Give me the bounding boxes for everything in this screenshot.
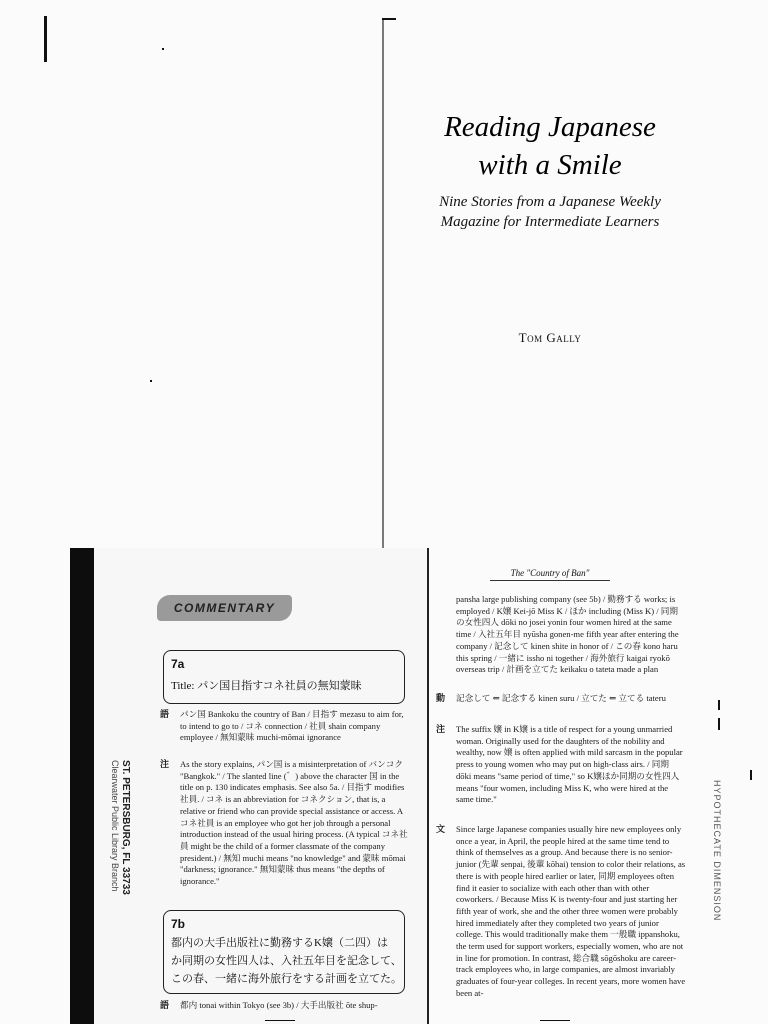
library-stamp <box>100 760 130 920</box>
note-tag: 注 <box>160 759 170 769</box>
vocab-continuation-text: pansha large publishing company (see 5b) / 勤務する works; is employed / K嬢 Kei-jō Miss K / ほか including (Miss K) / 同期の女性四人 dōki no josei yonin four women hired at the same time / 入社五年目 nyūsha gonen-me fifth year after entering the company / 記念して kinen shite in honor of / この春 kono haru this spring / 一緒に issho ni together / 海外旅行 kaigai ryokō overseas trip / 計画を立てた keikaku o tateta made a plan <box>456 594 679 675</box>
verb-entry <box>436 693 686 705</box>
section-text-7a: Title: パン国目指すコネ社員の無知蒙昧 <box>171 680 362 692</box>
corner-mark-horizontal <box>382 18 396 20</box>
vocab-entry-7b <box>160 1000 408 1012</box>
note-text-right: The suffix 嬢 in K嬢 is a title of respect for a young unmarried woman. Originally used for the daughters of the nobility and wealthy, now 嬢 is often applied with mild sarcasm in the popular press to young women who may put on high-class airs. / 同期 dōki means "same period of time," so K嬢ほか同期の女性四人 means "four women, including Miss K, who were hired at the same time." <box>456 724 683 805</box>
vocab-text: パン国 Bankoku the country of Ban / 目指す mezasu to aim for, to intend to go to / コネ connection / 社員 shain company employee / 無知蒙昧 muchi-mōmai ignorance <box>180 709 404 743</box>
margin-stamp-text: HYPOTHECATE DIMENSION <box>712 780 722 922</box>
scan-mark-left <box>44 16 47 62</box>
vocab-entry-7a <box>160 709 408 744</box>
scan-mark-dot-2 <box>150 380 152 382</box>
subtitle-line-2: Magazine for Intermediate Learners <box>440 214 660 230</box>
library-stamp-city: ST. PETERSBURG, FL 33733 <box>120 760 131 895</box>
subtitle-line-1: Nine Stories from a Japanese Weekly <box>439 194 661 210</box>
section-label-7a: 7a <box>171 657 185 671</box>
verb-text: 記念して ⇐ 記念する kinen suru / 立てた ⇐ 立てる tateru <box>456 693 666 703</box>
note-entry-7a <box>160 759 408 888</box>
book-subtitle <box>420 192 680 232</box>
culture-entry <box>436 824 686 1000</box>
commentary-banner: COMMENTARY <box>157 595 292 621</box>
section-text-7b-line3: この春、一緒に海外旅行をする計画を立てた。 <box>171 973 402 985</box>
vocab-tag-7b: 語 <box>160 1000 170 1010</box>
section-text-7b-line2: か同期の女性四人は、入社五年目を記念して、 <box>171 955 402 967</box>
scan-mark-right-1 <box>718 700 720 710</box>
running-head: The "Country of Ban" <box>490 568 610 581</box>
vocab-continuation <box>456 594 686 676</box>
footer-rule <box>265 1020 295 1021</box>
book-title <box>410 108 690 184</box>
scan-mark-dot <box>162 48 164 50</box>
book-gutter <box>427 548 429 1024</box>
section-text-7b-line1: 都内の大手出版社に勤務するK嬢（二四）は <box>171 937 388 949</box>
title-line-1: Reading Japanese <box>444 111 656 143</box>
book-author: Tom Gally <box>518 330 582 345</box>
corner-mark-vertical <box>382 18 384 548</box>
scan-mark-right-3 <box>750 770 752 780</box>
culture-text: Since large Japanese companies usually hire new employees only once a year, in April, the people hired at the same time tend to think of themselves as a group. And because there is no senior-junior (先輩 senpai, 後輩 kōhai) tension to color their relations, as there is with people hired earlier or later, 同期 employees often find it easier to socialize with each other than with other coworkers. / Because Miss K is twenty-four and just starting her fifth year of work, she and the other three women were probably hired immediately after they completed two years of junior college. This would traditionally make them 一般職 ippanshoku, the term used for support workers, especially women, who are not in line for promotion. In contrast, 総合職 sōgōshoku are career-track employees who, in large companies, are almost invariably graduates of four-year colleges. In recent years, more women have been at- <box>456 824 686 998</box>
scan-mark-right-2 <box>718 718 720 730</box>
note-entry-right <box>436 724 686 806</box>
verb-tag: 動 <box>436 693 446 703</box>
scan-edge-shadow <box>70 548 94 1024</box>
title-line-2: with a Smile <box>478 149 622 181</box>
note-tag-right: 注 <box>436 724 446 734</box>
culture-tag: 文 <box>436 824 446 834</box>
vocab-tag: 語 <box>160 709 170 719</box>
note-text: As the story explains, パン国 is a misinterpretation of バンコク "Bangkok." / The slanted line (゛) above the character 国 in the title on p. 130 indicates emphasis. See also 5a. / 目指す modifies 社員. / コネ is an abbreviation for コネクション, that is, a relative or friend who can provide special assistance or access. A コネ社員 is an employee who got her job through a personal introduction instead of the usual hiring process. (A typical コネ社員 might be the child of a former classmate of the company president.) / 無知 muchi means "no knowledge" and 蒙昧 mōmai "darkness; ignorance." 無知蒙昧 thus means "the depths of ignorance." <box>180 759 408 887</box>
section-label-7b: 7b <box>171 917 186 931</box>
vocab-text-7b: 都内 tonai within Tokyo (see 3b) / 大手出版社 ōte shup- <box>180 1000 378 1010</box>
footer-rule-right <box>540 1020 570 1021</box>
library-stamp-branch: Clearwater Public Library Branch <box>110 760 120 892</box>
